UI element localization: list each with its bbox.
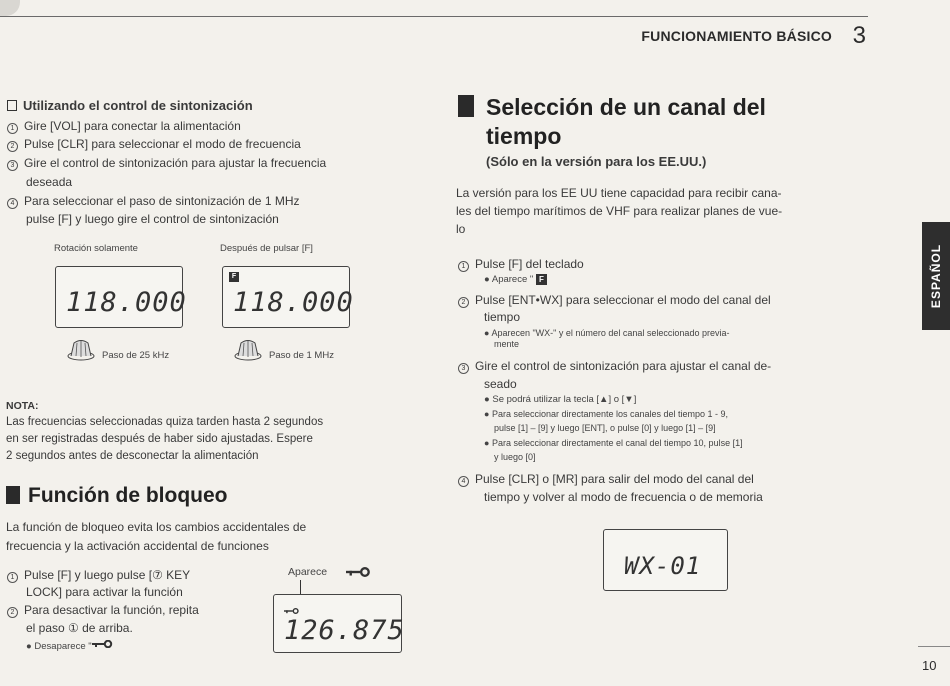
- lock-intro-1: La función de bloqueo evita los cambios accidentales de: [6, 520, 307, 534]
- step-number-icon: 1: [7, 572, 18, 583]
- lock-appear-label: Aparece: [288, 566, 328, 578]
- tuning-step-4: [7, 193, 299, 209]
- lcd-frequency: 118.000: [233, 287, 354, 318]
- weather-intro-1: La versión para los EE UU tiene capacidad para recibir cana-: [456, 186, 782, 200]
- weather-step-3-cont: seado: [484, 377, 517, 391]
- lock-disappear-text: Desaparece ": [34, 641, 92, 652]
- f-indicator-icon: F: [229, 272, 239, 282]
- tuning-step-3-cont: deseada: [26, 175, 73, 189]
- weather-step-2-note-cont: mente: [494, 339, 520, 349]
- weather-step-2-note-text: Aparecen "WX-" y el número del canal seleccionado previa-: [491, 328, 730, 338]
- weather-step-1-note-text: Aparece ": [491, 274, 534, 285]
- weather-step-3-note-2: ● Para seleccionar directamente los canales del tiempo 1 - 9,: [484, 409, 729, 419]
- weather-step-1-note: ● Aparece " F: [484, 274, 547, 286]
- tuning-subtitle-text: Utilizando el control de sintonización: [23, 98, 253, 113]
- section-header: FUNCIONAMIENTO BÁSICO: [641, 28, 832, 44]
- lock-step-text: Para desactivar la función, repita: [24, 603, 199, 617]
- weather-step-3-note-1: ● Se podrá utilizar la tecla [▲] o [▼]: [484, 394, 637, 405]
- key-icon: [284, 607, 300, 615]
- tuning-knob-icon: [66, 337, 96, 361]
- tuning-step-4-cont: pulse [F] y luego gire el control de sintonización: [26, 212, 279, 226]
- tuning-step-text: Pulse [CLR] para seleccionar el modo de frecuencia: [24, 137, 301, 151]
- step-number-icon: 1: [7, 123, 18, 134]
- key-icon: [92, 640, 114, 648]
- tuning-step-text: Para seleccionar el paso de sintonización de 1 MHz: [24, 194, 300, 208]
- f-indicator-icon: F: [536, 274, 547, 285]
- checkbox-icon: [7, 100, 17, 111]
- lock-step-2: [7, 602, 199, 618]
- knob-right-label: Paso de 1 MHz: [269, 350, 334, 361]
- weather-subtitle: (Sólo en la versión para los EE.UU.): [486, 154, 707, 169]
- weather-heading-line-1: Selección de un canal del: [486, 94, 766, 120]
- knob-left-label: Paso de 25 kHz: [102, 350, 170, 361]
- lcd-frequency: 118.000: [66, 287, 187, 318]
- tuning-step-2: [7, 136, 301, 152]
- lock-intro-2: frecuencia y la activación accidental de funciones: [6, 539, 269, 553]
- note-line-2: en ser registradas después de haber sido ajustadas. Espere: [6, 433, 313, 445]
- weather-step-3-note-text: Para seleccionar directamente los canales del tiempo 1 - 9,: [491, 409, 729, 419]
- tuning-knob-icon: [233, 337, 263, 361]
- lock-step-1-cont: LOCK] para activar la función: [26, 585, 183, 599]
- lock-heading-text: Función de bloqueo: [28, 484, 228, 507]
- weather-step-3-note-text: Para seleccionar directamente el canal del tiempo 10, pulse [1]: [491, 438, 743, 448]
- tuning-step-text: Gire el control de sintonización para ajustar la frecuencia: [24, 156, 327, 170]
- step-number-icon: 4: [458, 476, 469, 487]
- lcd-weather-channel: WX-01: [624, 552, 702, 580]
- language-tab: [922, 222, 950, 330]
- step-number-icon: 1: [458, 261, 469, 272]
- weather-step-3-note-text: Se podrá utilizar la tecla [▲] o [▼]: [492, 394, 637, 405]
- header-rule: [0, 16, 868, 17]
- step-number-icon: 2: [7, 141, 18, 152]
- lock-step-1: [7, 567, 190, 583]
- lock-disappear-note: ● Desaparece ": [26, 640, 114, 653]
- step-number-icon: 2: [7, 607, 18, 618]
- weather-step-4: [458, 471, 754, 487]
- lcd-display-weather: [603, 529, 728, 591]
- lcd-display-lock: [273, 594, 405, 653]
- tuning-subtitle: [7, 98, 253, 114]
- weather-step-2-cont: tiempo: [484, 310, 521, 324]
- note-title: NOTA:: [6, 400, 39, 412]
- weather-intro-2: les del tiempo marítimos de VHF para realizar planes de vue-: [456, 204, 783, 218]
- step-number-icon: 3: [458, 363, 469, 374]
- key-icon: [346, 567, 372, 577]
- lcd-frequency: 126.875: [284, 615, 405, 646]
- weather-step-3-note-3-cont: y luego [0]: [494, 452, 536, 462]
- weather-step-text: Gire el control de sintonización para ajustar el canal de-: [475, 359, 772, 373]
- weather-step-1: [458, 256, 584, 272]
- step-number-icon: 2: [458, 297, 469, 308]
- page-number-rule: [918, 646, 950, 647]
- step-number-icon: 3: [7, 160, 18, 171]
- page-number: 10: [922, 658, 937, 673]
- display-left-label: Rotación solamente: [54, 243, 138, 254]
- display-right-label: Después de pulsar [F]: [220, 243, 313, 254]
- weather-step-2: [458, 292, 771, 308]
- tuning-step-3: [7, 155, 326, 171]
- section-bullet-icon: [458, 95, 474, 117]
- weather-step-3: [458, 358, 771, 374]
- weather-step-2-note: ● Aparecen "WX-" y el número del canal seleccionado previa-: [484, 328, 730, 338]
- tuning-step-1: [7, 118, 241, 134]
- weather-heading: [458, 93, 766, 122]
- lcd-display-after-f: [222, 266, 354, 328]
- note-line-3: 2 segundos antes de desconectar la alimentación: [6, 450, 259, 462]
- weather-intro-3: lo: [456, 222, 466, 236]
- step-number-icon: 4: [7, 198, 18, 209]
- lock-heading: [6, 484, 227, 508]
- section-bullet-icon: [6, 486, 20, 504]
- lock-step-2-cont: el paso ① de arriba.: [26, 621, 133, 635]
- weather-step-3-note-3: ● Para seleccionar directamente el canal del tiempo 10, pulse [1]: [484, 438, 743, 448]
- note-line-1: Las frecuencias seleccionadas quiza tarden hasta 2 segundos: [6, 416, 324, 428]
- weather-step-4-cont: tiempo y volver al modo de frecuencia o de memoria: [484, 490, 763, 504]
- weather-heading-line-2: tiempo: [486, 123, 562, 149]
- lock-step-text: Pulse [F] y luego pulse [⑦ KEY: [24, 568, 191, 582]
- tuning-step-text: Gire [VOL] para conectar la alimentación: [24, 119, 241, 133]
- chapter-number: 3: [852, 22, 866, 49]
- weather-step-text: Pulse [F] del teclado: [475, 257, 584, 271]
- lcd-display-rotation: [55, 266, 187, 328]
- weather-step-text: Pulse [CLR] o [MR] para salir del modo del canal del: [475, 472, 754, 486]
- page-corner: [0, 0, 20, 16]
- weather-step-text: Pulse [ENT•WX] para seleccionar el modo del canal del: [475, 293, 771, 307]
- weather-step-3-note-2-cont: pulse [1] – [9] y luego [ENT], o pulse [0] y luego [1] – [9]: [494, 423, 716, 433]
- language-tab-label: ESPAÑOL: [929, 243, 943, 309]
